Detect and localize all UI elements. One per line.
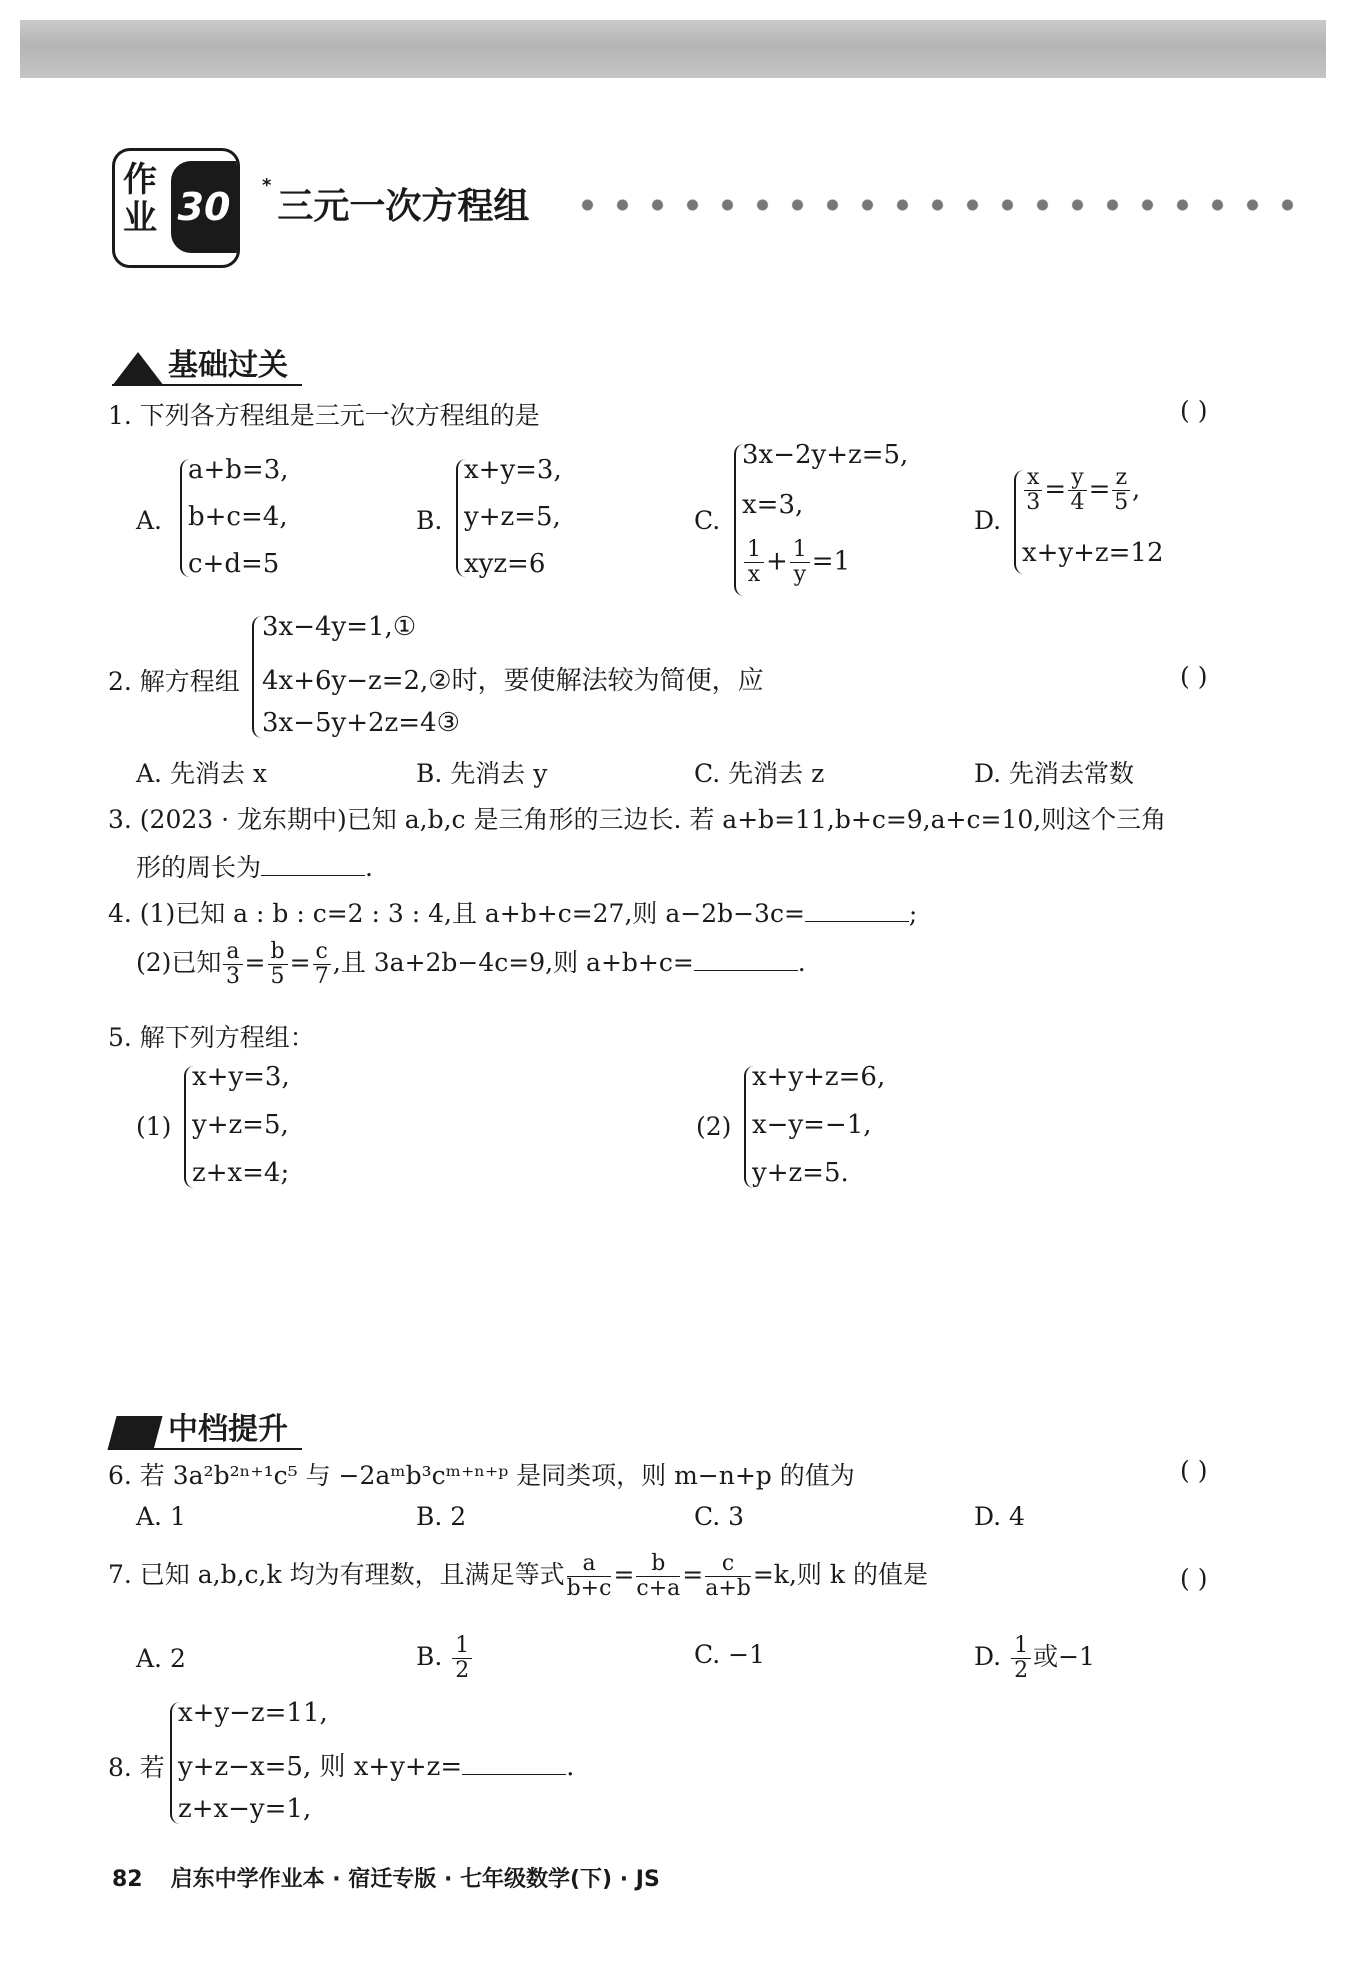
q3-answer-blank[interactable] (261, 875, 365, 876)
section-basic: 基础过关 (112, 340, 302, 386)
q4-part2-blank[interactable] (694, 970, 798, 971)
block-icon (107, 1416, 162, 1450)
q7-option-b: B. $\frac{1}{2}$ (416, 1634, 474, 1683)
q2-system: 3x−4y=1,① 4x+6y−z=2,②时，要使解法较为简便，应 3x−5y+2z=4③ (252, 612, 812, 742)
page-footer (112, 1862, 660, 1893)
q8-label: 8. 若 (108, 1753, 165, 1782)
q6-option-c: C. 3 (694, 1502, 745, 1531)
q3-line1: 3. (2023 · 龙东期中)已知 a,b,c 是三角形的三边长. 若 a+b=11,b+c=9,a+c=10,则这个三角 (108, 805, 1167, 834)
q5-part1-label: (1) (136, 1112, 172, 1141)
q8-system: x+y−z=11, y+z−x=5, 则 x+y+z= . z+x−y=1, (170, 1698, 670, 1828)
top-banner (20, 20, 1326, 78)
q1-answer-paren: ( ) (1180, 396, 1208, 425)
q5-system2: x+y+z=6, x−y=−1, y+z=5. (744, 1062, 944, 1192)
section-middle: 中档提升 (112, 1404, 302, 1450)
q1-option-d: $\frac{x}{3}$ = $\frac{y}{4}$ = $\frac{z}{5}$ , x+y+z=12 (1014, 466, 1234, 578)
book-title: 启东中学作业本 · 宿迁专版 · 七年级数学(下) · JS (170, 1867, 660, 1892)
assignment-badge (112, 148, 240, 268)
badge-text: 作 业 (123, 160, 157, 238)
page-number: 82 (112, 1867, 143, 1892)
q5-stem: 5. 解下列方程组： (108, 1023, 315, 1052)
q2-option-b: B. 先消去 y (416, 759, 548, 788)
q1-option-a: a+b=3, b+c=4, c+d=5 (180, 455, 320, 583)
q2-option-a: A. 先消去 x (136, 759, 267, 788)
triangle-icon (112, 352, 164, 386)
q6-option-d: D. 4 (974, 1502, 1025, 1531)
q7-option-d: D. $\frac{1}{2}$ 或−1 (974, 1633, 1095, 1683)
q6-stem: 6. 若 3a²b²ⁿ⁺¹c⁵ 与 −2aᵐb³cᵐ⁺ⁿ⁺ᵖ 是同类项，则 m−n+p 的值为 (108, 1461, 855, 1490)
q1-option-a-label: A. (136, 506, 163, 535)
q7-stem: 7. 已知 a,b,c,k 均为有理数，且满足等式 $\frac{a}{b+c}$ = $\frac{b}{c+a}$ = $\frac{c}{a+b}$ =k,则 k 的值是 (108, 1551, 928, 1601)
q4-part1: 4. (1)已知 a : b : c=2 : 3 : 4,且 a+b+c=27,则 a−2b−3c= ; (108, 899, 918, 928)
q6-option-b: B. 2 (416, 1502, 467, 1531)
q7-option-a: A. 2 (136, 1644, 186, 1673)
q1-option-d-label: D. (974, 506, 1002, 535)
page-title: *三元一次方程组 (262, 175, 530, 227)
q3-line2: 形的周长为 . (136, 853, 373, 882)
q8-answer-blank[interactable] (462, 1774, 566, 1775)
q6-option-a: A. 1 (136, 1502, 186, 1531)
q1-option-b-label: B. (416, 506, 443, 535)
q2-option-d: D. 先消去常数 (974, 759, 1135, 788)
q6-answer-paren: ( ) (1180, 1456, 1208, 1485)
q4-part1-blank[interactable] (805, 921, 909, 922)
badge-number: 30 (171, 161, 237, 253)
q1-option-c: 3x−2y+z=5, x=3, $\frac{1}{x}$ + $\frac{1}{y}$ =1 (734, 440, 954, 600)
q1-option-b: x+y=3, y+z=5, xyz=6 (456, 455, 596, 583)
q5-part2-label: (2) (696, 1112, 732, 1141)
q5-system1: x+y=3, y+z=5, z+x=4; (184, 1062, 344, 1192)
q7-option-c: C. −1 (694, 1640, 765, 1669)
q1-option-c-label: C. (694, 506, 721, 535)
q2-option-c: C. 先消去 z (694, 759, 825, 788)
title-dots (570, 198, 1315, 212)
q1-stem: 1. 下列各方程组是三元一次方程组的是 (108, 401, 540, 430)
q2-answer-paren: ( ) (1180, 662, 1208, 691)
q2-stem: 2. 解方程组 (108, 667, 240, 696)
q7-answer-paren: ( ) (1180, 1564, 1208, 1593)
q4-part2: (2)已知 $\frac{a}{3}$ = $\frac{b}{5}$ = $\frac{c}{7}$ ,且 3a+2b−4c=9,则 a+b+c= . (136, 939, 806, 989)
